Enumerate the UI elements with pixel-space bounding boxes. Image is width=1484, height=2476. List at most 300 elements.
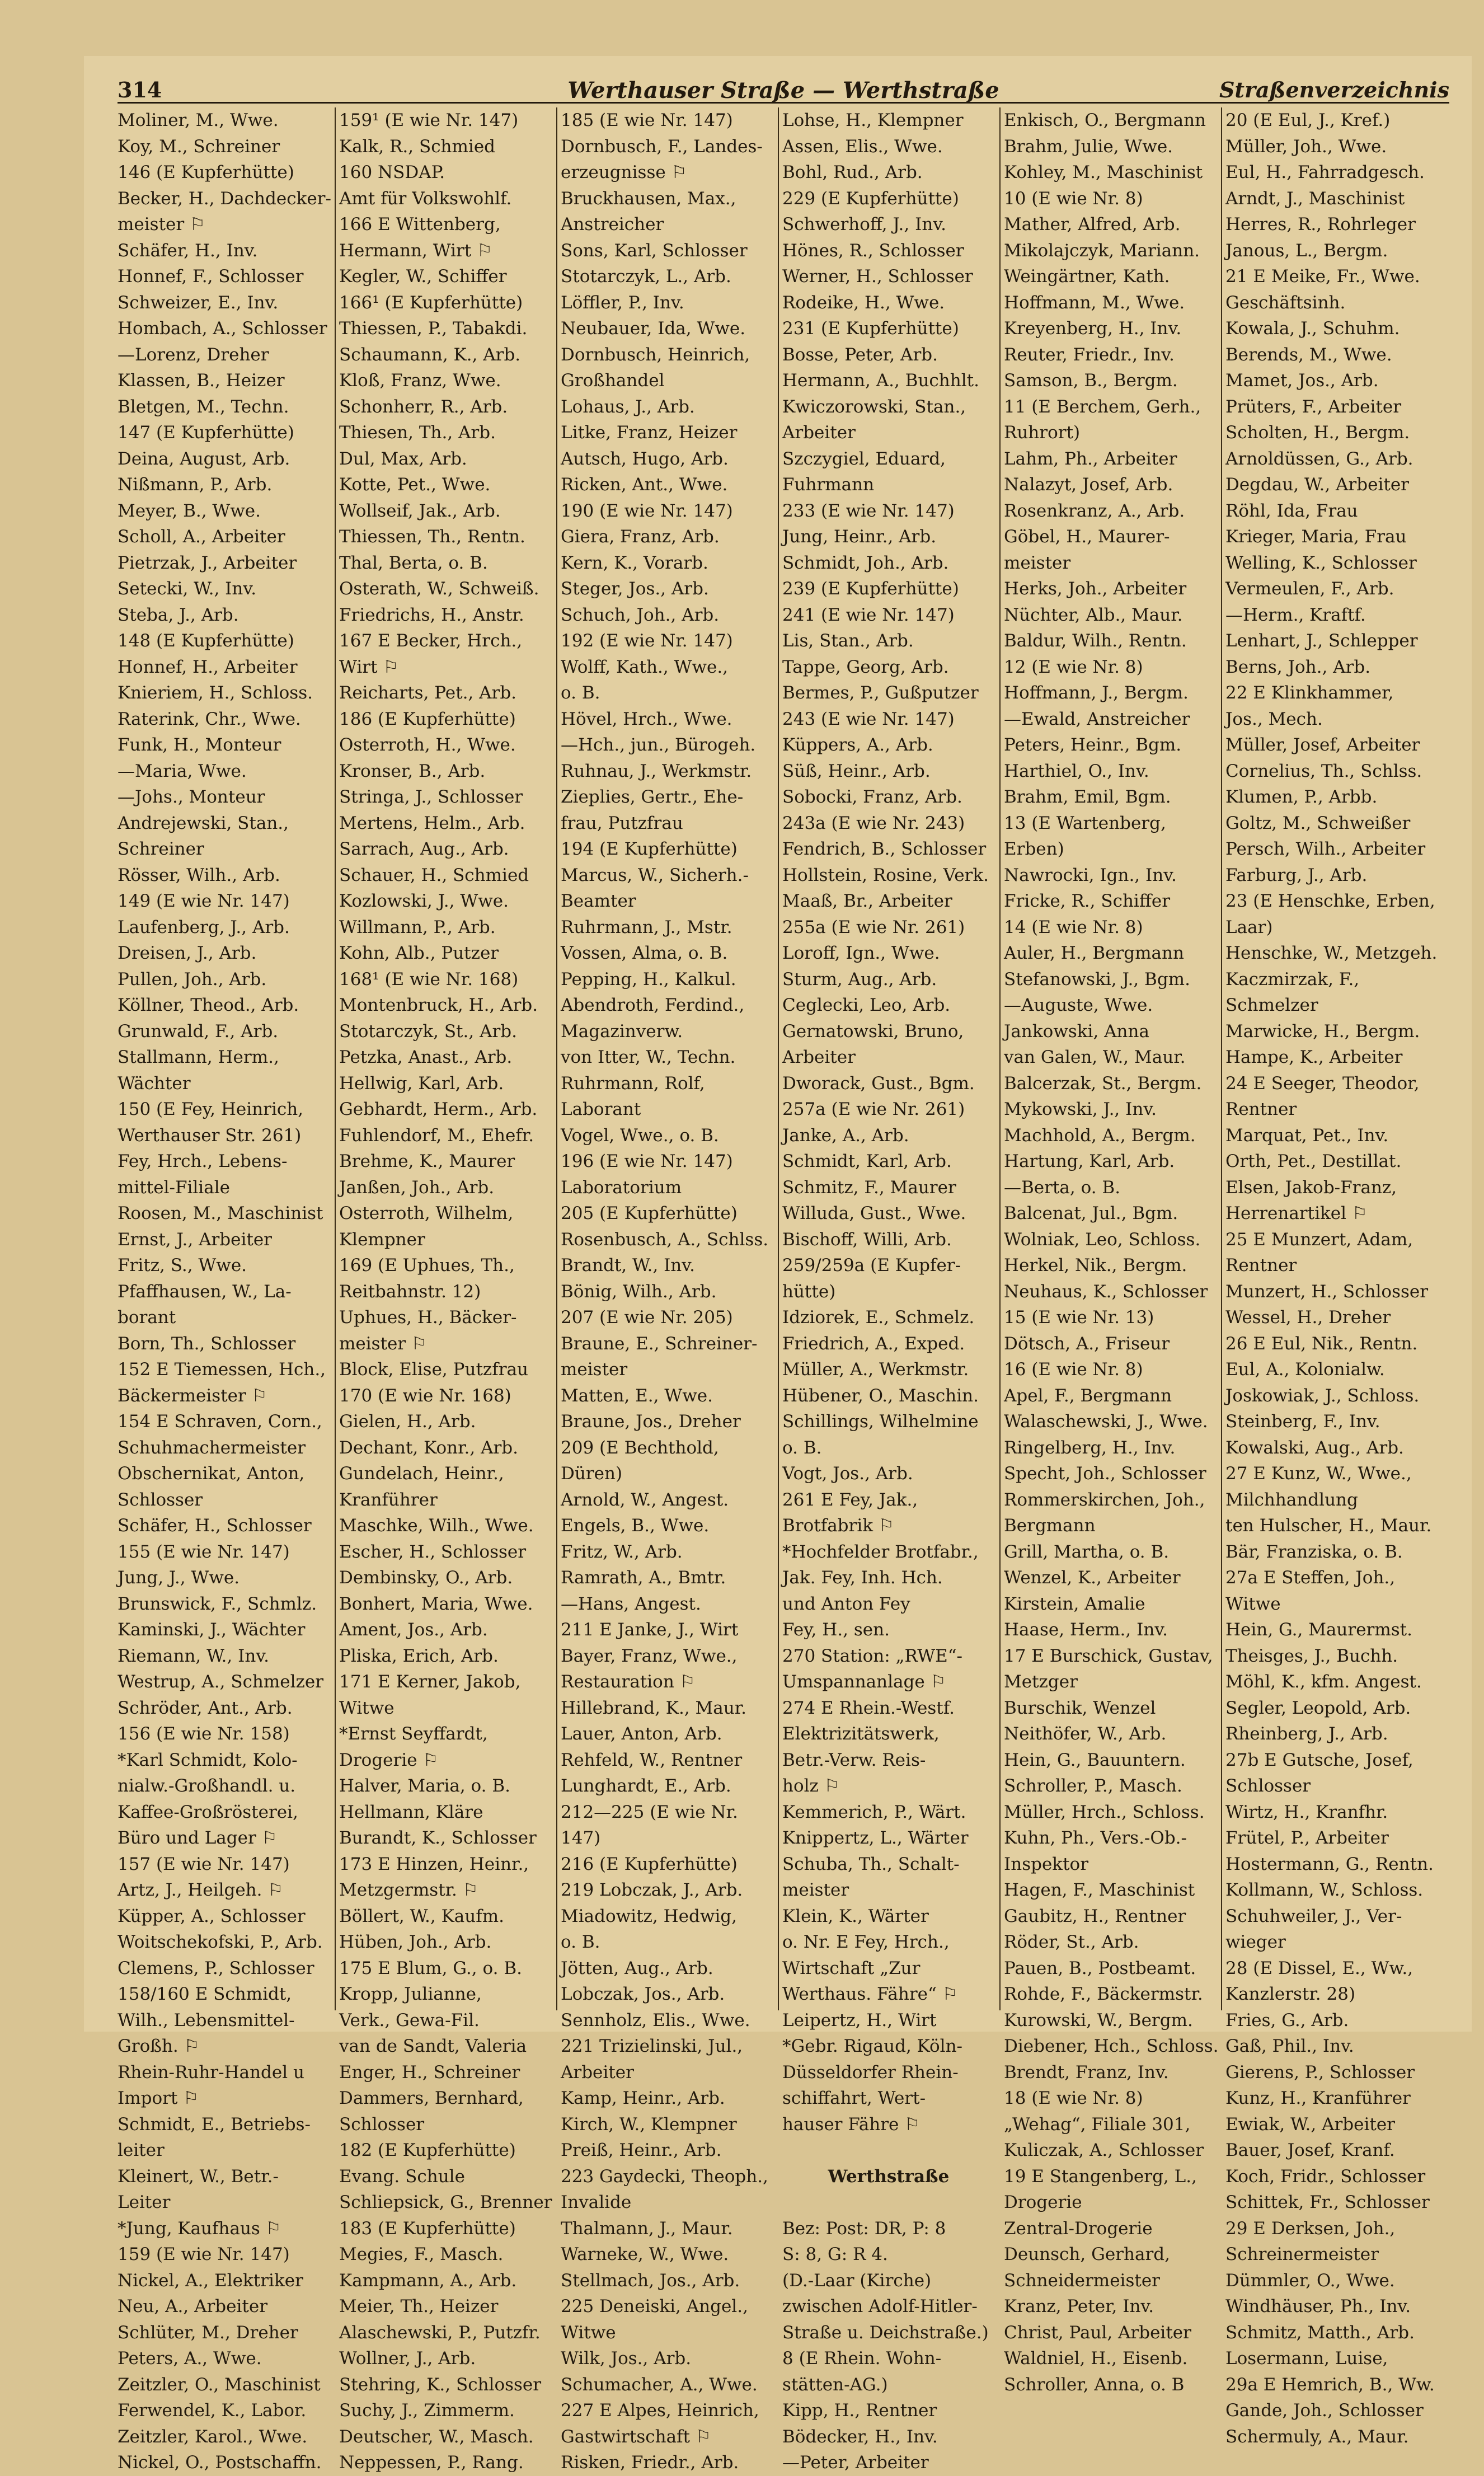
directory-line: Friedrichs, H., Anstr.: [339, 604, 524, 625]
directory-line: Osterroth, Wilhelm,: [339, 1203, 514, 1223]
directory-line: 10 (E wie Nr. 8): [1004, 188, 1143, 209]
directory-line: Becker, H., Dachdecker-: [118, 188, 331, 209]
directory-line: 11 (E Berchem, Gerh.,: [1004, 396, 1201, 417]
directory-line: Bez: Post: DR, P: 8: [782, 2218, 946, 2239]
directory-line: Bauer, Josef, Kranf.: [1225, 2140, 1395, 2160]
directory-line: Megies, F., Masch.: [339, 2244, 504, 2264]
directory-line: Bruckhausen, Max.,: [561, 188, 736, 209]
directory-line: Hombach, A., Schlosser: [118, 318, 327, 339]
directory-line: Rosenbusch, A., Schlss.: [561, 1229, 769, 1250]
directory-line: *Ernst Seyffardt,: [339, 1724, 488, 1744]
directory-line: Vermeulen, F., Arb.: [1225, 579, 1394, 599]
directory-line: Arbeiter: [561, 2062, 634, 2083]
directory-line: 148 (E Kupferhütte): [118, 631, 294, 651]
directory-line: Müller, A., Werkmstr.: [782, 1359, 969, 1380]
directory-line: Rösser, Wilh., Arb.: [118, 865, 280, 885]
directory-line: Klumen, P., Arbb.: [1225, 787, 1378, 807]
directory-line: Braune, E., Schreiner-: [561, 1333, 758, 1354]
directory-line: Hoffmann, M., Wwe.: [1004, 292, 1185, 313]
directory-line: Baldur, Wilh., Rentn.: [1004, 631, 1187, 651]
directory-line: 219 Lobczak, J., Arb.: [561, 1880, 743, 1900]
column-4: [782, 107, 995, 2473]
directory-line: Bönig, Wilh., Arb.: [561, 1281, 717, 1302]
directory-line: Dümmler, O., Wwe.: [1225, 2270, 1395, 2291]
directory-line: Weingärtner, Kath.: [1004, 266, 1170, 287]
directory-line: Sennholz, Elis., Wwe.: [561, 2010, 750, 2030]
directory-line: Marquat, Pet., Inv.: [1225, 1125, 1389, 1146]
directory-line: Vogel, Wwe., o. B.: [561, 1125, 719, 1146]
directory-line: Kirstein, Amalie: [1004, 1593, 1145, 1614]
directory-line: Pauen, B., Postbeamt.: [1004, 1958, 1196, 1978]
directory-line: Stehring, K., Schlosser: [339, 2374, 542, 2395]
directory-line: Goltz, M., Schweißer: [1225, 813, 1411, 833]
directory-line: 147 (E Kupferhütte): [118, 423, 294, 443]
directory-line: Deutscher, W., Masch.: [339, 2426, 534, 2447]
column-divider: [778, 107, 779, 2010]
directory-line: —Berta, o. B.: [1004, 1177, 1121, 1198]
directory-line: Orth, Pet., Destillat.: [1225, 1151, 1402, 1171]
directory-line: Kwiczorowski, Stan.,: [782, 396, 966, 417]
directory-line: meister ⚐: [118, 214, 205, 235]
directory-line: Schäfer, H., Inv.: [118, 240, 258, 261]
directory-line: meister: [782, 1880, 849, 1900]
directory-line: frau, Putzfrau: [561, 813, 683, 833]
directory-line: o. B.: [561, 1932, 600, 1952]
directory-line: Import ⚐: [118, 2088, 199, 2108]
directory-line: Hüben, Joh., Arb.: [339, 1932, 492, 1952]
directory-line: *Gebr. Rigaud, Köln-: [782, 2036, 963, 2056]
directory-line: Thiessen, P., Tabakdi.: [339, 318, 528, 339]
directory-line: Schmidt, Karl, Arb.: [782, 1151, 952, 1171]
directory-line: Schmelzer: [1225, 995, 1318, 1015]
directory-line: Farburg, J., Arb.: [1225, 865, 1368, 885]
directory-line: Koch, Fridr., Schlosser: [1225, 2166, 1426, 2187]
directory-line: Scholten, H., Bergm.: [1225, 423, 1410, 443]
directory-line: Dembinsky, O., Arb.: [339, 1568, 513, 1588]
directory-line: Inspektor: [1004, 1854, 1089, 1874]
directory-line: 24 E Seeger, Theodor,: [1225, 1073, 1420, 1094]
directory-line: Braune, Jos., Dreher: [561, 1411, 741, 1432]
directory-line: Stotarczyk, L., Arb.: [561, 266, 731, 287]
directory-line: Lis, Stan., Arb.: [782, 631, 914, 651]
directory-line: Schmidt, Joh., Arb.: [782, 552, 949, 573]
directory-line: 233 (E wie Nr. 147): [782, 500, 955, 521]
directory-line: Mather, Alfred, Arb.: [1004, 214, 1181, 235]
directory-line: Dornbusch, F., Landes-: [561, 136, 763, 157]
directory-line: borant: [118, 1307, 176, 1328]
directory-line: Gaubitz, H., Rentner: [1004, 1906, 1186, 1926]
directory-line: 147): [561, 1828, 601, 1848]
directory-line: Büro und Lager ⚐: [118, 1828, 278, 1848]
directory-line: Krieger, Maria, Frau: [1225, 527, 1407, 547]
directory-line: Schlosser: [118, 1489, 203, 1510]
directory-line: 27a E Steffen, Joh.,: [1225, 1568, 1396, 1588]
directory-line: Göbel, H., Maurer-: [1004, 527, 1170, 547]
page: [84, 56, 1472, 2473]
directory-line: Geschäftsinh.: [1225, 292, 1346, 313]
directory-line: Thal, Berta, o. B.: [339, 552, 488, 573]
directory-line: Evang. Schule: [339, 2166, 465, 2187]
directory-line: Anstreicher: [561, 214, 664, 235]
directory-line: Metzgermstr. ⚐: [339, 1880, 478, 1900]
directory-line: Tappe, Georg, Arb.: [782, 656, 949, 677]
directory-line: Fuhrmann: [782, 475, 875, 495]
directory-line: Henschke, W., Metzgeh.: [1225, 943, 1438, 963]
directory-line: Friedrich, A., Exped.: [782, 1333, 965, 1354]
directory-line: Reitbahnstr. 12): [339, 1281, 481, 1302]
directory-line: Wolff, Kath., Wwe.,: [561, 656, 729, 677]
directory-line: 274 E Rhein.-Westf.: [782, 1697, 955, 1718]
directory-line: 211 E Janke, J., Wirt: [561, 1620, 739, 1640]
directory-line: Ceglecki, Leo, Arb.: [782, 995, 951, 1015]
directory-line: Roosen, M., Maschinist: [118, 1203, 323, 1223]
directory-line: Peters, Heinr., Bgm.: [1004, 735, 1182, 755]
directory-line: Setecki, W., Inv.: [118, 579, 257, 599]
directory-line: Drogerie ⚐: [339, 1750, 439, 1770]
directory-line: —Ewald, Anstreicher: [1004, 709, 1190, 729]
directory-line: 159¹ (E wie Nr. 147): [339, 110, 519, 130]
directory-line: Schäfer, H., Schlosser: [118, 1516, 312, 1536]
directory-line: Großh. ⚐: [118, 2036, 200, 2056]
directory-line: *Hochfelder Brotfabr.,: [782, 1541, 979, 1562]
directory-line: 261 E Fey, Jak.,: [782, 1489, 918, 1510]
directory-line: Straße u. Deichstraße.): [782, 2322, 989, 2343]
directory-line: Hübener, O., Maschin.: [782, 1385, 979, 1406]
directory-line: Bödecker, H., Inv.: [782, 2426, 938, 2447]
directory-line: —Peter, Arbeiter: [782, 2452, 929, 2473]
directory-line: Kozlowski, J., Wwe.: [339, 891, 509, 911]
directory-line: Steger, Jos., Arb.: [561, 579, 709, 599]
directory-line: Laar): [1225, 917, 1273, 937]
directory-line: Steba, J., Arb.: [118, 604, 239, 625]
directory-line: 212—225 (E wie Nr.: [561, 1802, 738, 1822]
directory-line: Lobczak, Jos., Arb.: [561, 1984, 725, 2004]
directory-line: Lohse, H., Klempner: [782, 110, 964, 130]
directory-line: Schreinermeister: [1225, 2244, 1379, 2264]
directory-line: Fries, G., Arb.: [1225, 2010, 1349, 2030]
directory-line: Schmitz, Matth., Arb.: [1225, 2322, 1415, 2343]
directory-line: Scholl, A., Arbeiter: [118, 527, 285, 547]
directory-line: Löffler, P., Inv.: [561, 292, 684, 313]
directory-line: Neppessen, P., Rang.: [339, 2452, 524, 2473]
directory-line: 154 E Schraven, Corn.,: [118, 1411, 322, 1432]
directory-line: Grill, Martha, o. B.: [1004, 1541, 1170, 1562]
directory-line: Marwicke, H., Bergm.: [1225, 1021, 1420, 1042]
directory-line: Meyer, B., Wwe.: [118, 500, 261, 521]
directory-line: stätten-AG.): [782, 2374, 888, 2395]
directory-line: Riemann, W., Inv.: [118, 1645, 270, 1666]
directory-line: wieger: [1225, 1932, 1286, 1952]
directory-line: Stefanowski, J., Bgm.: [1004, 969, 1190, 990]
directory-line: Eul, A., Kolonialw.: [1225, 1359, 1385, 1380]
directory-line: Warneke, W., Wwe.: [561, 2244, 729, 2264]
directory-line: Metzger: [1004, 1672, 1078, 1692]
directory-line: Ament, Jos., Arb.: [339, 1620, 488, 1640]
directory-line: Werthaus. Fähre“ ⚐: [782, 1984, 958, 2004]
directory-line: Kirch, W., Klempner: [561, 2114, 737, 2135]
directory-line: Süß, Heinr., Arb.: [782, 761, 931, 781]
directory-line: van de Sandt, Valeria: [339, 2036, 527, 2056]
directory-line: Osterroth, H., Wwe.: [339, 735, 516, 755]
directory-line: Uphues, H., Bäcker-: [339, 1307, 517, 1328]
directory-line: Waldniel, H., Eisenb.: [1004, 2348, 1188, 2369]
directory-line: Harthiel, O., Inv.: [1004, 761, 1149, 781]
directory-line: Welling, K., Schlosser: [1225, 552, 1417, 573]
directory-line: Arndt, J., Maschinist: [1225, 188, 1405, 209]
directory-line: 170 (E wie Nr. 168): [339, 1385, 511, 1406]
directory-line: 190 (E wie Nr. 147): [561, 500, 733, 521]
directory-line: Bermes, P., Gußputzer: [782, 683, 979, 703]
directory-line: Laboratorium: [561, 1177, 682, 1198]
directory-line: Persch, Wilh., Arbeiter: [1225, 839, 1426, 859]
directory-line: Fey, H., sen.: [782, 1620, 890, 1640]
directory-line: Verk., Gewa-Fil.: [339, 2010, 480, 2030]
directory-line: Witwe: [561, 2322, 616, 2343]
directory-line: Hostermann, G., Rentn.: [1225, 1854, 1434, 1874]
directory-line: Cornelius, Th., Schlss.: [1225, 761, 1422, 781]
directory-line: Risken, Friedr., Arb.: [561, 2452, 739, 2473]
directory-line: Balcerzak, St., Bergm.: [1004, 1073, 1202, 1094]
directory-line: Funk, H., Monteur: [118, 735, 281, 755]
directory-line: Jankowski, Anna: [1004, 1021, 1149, 1042]
directory-line: Laborant: [561, 1099, 641, 1119]
directory-line: Thiessen, Th., Rentn.: [339, 527, 525, 547]
directory-line: Gaß, Phil., Inv.: [1225, 2036, 1354, 2056]
directory-line: Wollner, J., Arb.: [339, 2348, 476, 2369]
directory-line: hauser Fähre ⚐: [782, 2114, 921, 2135]
directory-line: Neu, A., Arbeiter: [118, 2296, 268, 2316]
directory-line: Kropp, Julianne,: [339, 1984, 482, 2004]
directory-line: Jos., Mech.: [1225, 709, 1323, 729]
directory-line: Wilk, Jos., Arb.: [561, 2348, 692, 2369]
directory-line: Wollseif, Jak., Arb.: [339, 500, 501, 521]
directory-line: Bäckermeister ⚐: [118, 1385, 267, 1406]
directory-line: 27b E Gutsche, Josef,: [1225, 1750, 1413, 1770]
directory-line: 239 (E Kupferhütte): [782, 579, 959, 599]
directory-line: Hein, G., Maurermst.: [1225, 1620, 1412, 1640]
directory-line: Hampe, K., Arbeiter: [1225, 1047, 1403, 1067]
directory-line: Erben): [1004, 839, 1064, 859]
directory-line: Ricken, Ant., Wwe.: [561, 475, 728, 495]
directory-line: Kaffee-Großrösterei,: [118, 1802, 298, 1822]
directory-line: Bonhert, Maria, Wwe.: [339, 1593, 533, 1614]
directory-line: Arnoldüssen, G., Arb.: [1225, 448, 1413, 469]
directory-line: *Jung, Kaufhaus ⚐: [118, 2218, 281, 2239]
directory-line: Schillings, Wilhelmine: [782, 1411, 979, 1432]
directory-line: Kunz, H., Kranführer: [1225, 2088, 1411, 2108]
directory-line: Dreisen, J., Arb.: [118, 943, 257, 963]
directory-line: Kowala, J., Schuhm.: [1225, 318, 1400, 339]
directory-line: Wirt ⚐: [339, 656, 399, 677]
directory-line: Schermuly, A., Maur.: [1225, 2426, 1409, 2447]
directory-line: Arnold, W., Angest.: [561, 1489, 729, 1510]
directory-line: Kotte, Pet., Wwe.: [339, 475, 491, 495]
directory-line: Andrejewski, Stan.,: [118, 813, 289, 833]
directory-line: 14 (E wie Nr. 8): [1004, 917, 1143, 937]
directory-line: Gande, Joh., Schlosser: [1225, 2400, 1424, 2421]
directory-line: S: 8, G: R 4.: [782, 2244, 888, 2264]
directory-line: van Galen, W., Maur.: [1004, 1047, 1186, 1067]
column-divider: [1221, 107, 1222, 2010]
directory-line: Pietrzak, J., Arbeiter: [118, 552, 297, 573]
directory-line: Bletgen, M., Techn.: [118, 396, 289, 417]
directory-line: 192 (E wie Nr. 147): [561, 631, 733, 651]
directory-line: Woitschekofski, P., Arb.: [118, 1932, 323, 1952]
directory-line: Beamter: [561, 891, 636, 911]
directory-line: Klassen, B., Heizer: [118, 371, 285, 391]
directory-line: Kreyenberg, H., Inv.: [1004, 318, 1182, 339]
directory-line: Hellwig, Karl, Arb.: [339, 1073, 504, 1094]
directory-line: Abendroth, Ferdind.,: [561, 995, 745, 1015]
directory-line: Leiter: [118, 2192, 171, 2212]
directory-line: Hönes, R., Schlosser: [782, 240, 964, 261]
directory-line: Hillebrand, K., Maur.: [561, 1697, 746, 1718]
directory-line: 257a (E wie Nr. 261): [782, 1099, 965, 1119]
directory-line: Amt für Volkswohlf.: [339, 188, 512, 209]
directory-line: Schlüter, M., Dreher: [118, 2322, 298, 2343]
directory-line: Apel, F., Bergmann: [1004, 1385, 1172, 1406]
directory-line: Gierens, P., Schlosser: [1225, 2062, 1415, 2083]
directory-line: 216 (E Kupferhütte): [561, 1854, 738, 1874]
directory-line: Bischoff, Willi, Arb.: [782, 1229, 952, 1250]
directory-line: Janke, A., Arb.: [782, 1125, 909, 1146]
directory-line: 29a E Hemrich, B., Ww.: [1225, 2374, 1435, 2395]
directory-line: Kalk, R., Schmied: [339, 136, 496, 157]
directory-line: Mykowski, J., Inv.: [1004, 1099, 1157, 1119]
directory-line: Schuba, Th., Schalt-: [782, 1854, 960, 1874]
directory-line: Jötten, Aug., Arb.: [561, 1958, 713, 1978]
directory-line: Szczygiel, Eduard,: [782, 448, 946, 469]
directory-line: Litke, Franz, Heizer: [561, 423, 738, 443]
column-divider: [335, 107, 336, 2010]
directory-line: 28 (E Dissel, E., Ww.,: [1225, 1958, 1413, 1978]
directory-line: Nüchter, Alb., Maur.: [1004, 604, 1183, 625]
directory-line: Fendrich, B., Schlosser: [782, 839, 987, 859]
directory-line: 15 (E wie Nr. 13): [1004, 1307, 1154, 1328]
directory-line: Herrenartikel ⚐: [1225, 1203, 1368, 1223]
directory-line: Lunghardt, E., Arb.: [561, 1776, 731, 1796]
directory-line: Herkel, Nik., Bergm.: [1004, 1255, 1187, 1275]
directory-line: Gebhardt, Herm., Arb.: [339, 1099, 538, 1119]
directory-line: o. B.: [782, 1437, 822, 1458]
directory-line: Obschernikat, Anton,: [118, 1464, 305, 1484]
directory-line: Steinberg, F., Inv.: [1225, 1411, 1380, 1432]
directory-line: 29 E Derksen, Joh.,: [1225, 2218, 1396, 2239]
directory-line: Sons, Karl, Schlosser: [561, 240, 748, 261]
directory-line: Willmann, P., Arb.: [339, 917, 496, 937]
directory-line: Brendt, Franz, Inv.: [1004, 2062, 1169, 2083]
directory-line: Wirtz, H., Kranfhr.: [1225, 1802, 1388, 1822]
directory-line: Maschke, Wilh., Wwe.: [339, 1516, 534, 1536]
directory-line: Stotarczyk, St., Arb.: [339, 1021, 517, 1042]
directory-line: —Johs., Monteur: [118, 787, 265, 807]
directory-line: Hollstein, Rosine, Verk.: [782, 865, 989, 885]
directory-line: Düsseldorfer Rhein-: [782, 2062, 959, 2083]
directory-line: 16 (E wie Nr. 8): [1004, 1359, 1143, 1380]
directory-line: Dworack, Gust., Bgm.: [782, 1073, 975, 1094]
directory-line: Wächter: [118, 1073, 191, 1094]
directory-line: Rohde, F., Bäckermstr.: [1004, 1984, 1203, 2004]
column-divider: [999, 107, 1001, 2010]
directory-line: Samson, B., Bergm.: [1004, 371, 1178, 391]
directory-line: Christ, Paul, Arbeiter: [1004, 2322, 1191, 2343]
directory-line: Rentner: [1225, 1099, 1297, 1119]
directory-line: Düren): [561, 1464, 623, 1484]
directory-line: 227 E Alpes, Heinrich,: [561, 2400, 759, 2421]
directory-line: Bayer, Franz, Wwe.,: [561, 1645, 738, 1666]
directory-line: Brehme, K., Maurer: [339, 1151, 515, 1171]
directory-line: 155 (E wie Nr. 147): [118, 1541, 290, 1562]
directory-line: Elsen, Jakob-Franz,: [1225, 1177, 1397, 1198]
directory-line: Walaschewski, J., Wwe.: [1004, 1411, 1208, 1432]
directory-line: Drogerie: [1004, 2192, 1082, 2212]
directory-line: Müller, Joh., Wwe.: [1225, 136, 1387, 157]
directory-line: Brunswick, F., Schmlz.: [118, 1593, 317, 1614]
directory-line: Deina, August, Arb.: [118, 448, 290, 469]
directory-line: 182 (E Kupferhütte): [339, 2140, 516, 2160]
directory-line: Fritz, W., Arb.: [561, 1541, 683, 1562]
directory-line: schiffahrt, Wert-: [782, 2088, 926, 2108]
directory-line: 12 (E wie Nr. 8): [1004, 656, 1143, 677]
directory-line: Burandt, K., Schlosser: [339, 1828, 537, 1848]
directory-line: Ramrath, A., Bmtr.: [561, 1568, 726, 1588]
directory-line: Ernst, J., Arbeiter: [118, 1229, 273, 1250]
column-2: [339, 107, 552, 2473]
directory-line: Raterink, Chr., Wwe.: [118, 709, 301, 729]
directory-line: 207 (E wie Nr. 205): [561, 1307, 733, 1328]
directory-line: Müller, Josef, Arbeiter: [1225, 735, 1420, 755]
column-divider: [556, 107, 557, 2010]
directory-line: Schuhweiler, J., Ver-: [1225, 1906, 1402, 1926]
directory-line: Fritz, S., Wwe.: [118, 1255, 247, 1275]
page-header: [118, 67, 1449, 112]
directory-line: Kamp, Heinr., Arb.: [561, 2088, 725, 2108]
directory-line: 156 (E wie Nr. 158): [118, 1724, 290, 1744]
directory-line: Schneidermeister: [1004, 2270, 1160, 2291]
directory-line: Burschik, Wenzel: [1004, 1697, 1156, 1718]
directory-line: Lahm, Ph., Arbeiter: [1004, 448, 1177, 469]
directory-line: Koy, M., Schreiner: [118, 136, 280, 157]
directory-line: erzeugnisse ⚐: [561, 162, 687, 182]
directory-line: —Herm., Kraftf.: [1225, 604, 1366, 625]
directory-line: Enger, H., Schreiner: [339, 2062, 520, 2083]
directory-line: Segler, Leopold, Arb.: [1225, 1697, 1411, 1718]
directory-line: Brotfabrik ⚐: [782, 1516, 894, 1536]
directory-line: Alaschewski, P., Putzfr.: [339, 2322, 541, 2343]
directory-line: Laufenberg, J., Arb.: [118, 917, 290, 937]
directory-line: 149 (E wie Nr. 147): [118, 891, 290, 911]
directory-line: 196 (E wie Nr. 147): [561, 1151, 733, 1171]
directory-line: 270 Station: „RWE“-: [782, 1645, 963, 1666]
directory-line: Prüters, F., Arbeiter: [1225, 396, 1402, 417]
directory-line: Stellmach, Jos., Arb.: [561, 2270, 740, 2291]
column-3: [561, 107, 773, 2473]
directory-line: 243 (E wie Nr. 147): [782, 709, 955, 729]
directory-line: —Lorenz, Dreher: [118, 344, 269, 365]
directory-line: Schröder, Ant., Arb.: [118, 1697, 293, 1718]
directory-line: Ruhnau, J., Werkmstr.: [561, 761, 752, 781]
directory-line: Hagen, F., Maschinist: [1004, 1880, 1195, 1900]
directory-line: 194 (E Kupferhütte): [561, 839, 738, 859]
directory-line: Dötsch, A., Friseur: [1004, 1333, 1170, 1354]
directory-line: Schmidt, E., Betriebs-: [118, 2114, 311, 2135]
directory-line: Sarrach, Aug., Arb.: [339, 839, 509, 859]
directory-line: Stringa, J., Schlosser: [339, 787, 523, 807]
directory-line: Hein, G., Bauuntern.: [1004, 1750, 1186, 1770]
directory-line: 18 (E wie Nr. 8): [1004, 2088, 1143, 2108]
directory-line: Schlosser: [339, 2114, 425, 2135]
directory-line: —Hans, Angest.: [561, 1593, 701, 1614]
